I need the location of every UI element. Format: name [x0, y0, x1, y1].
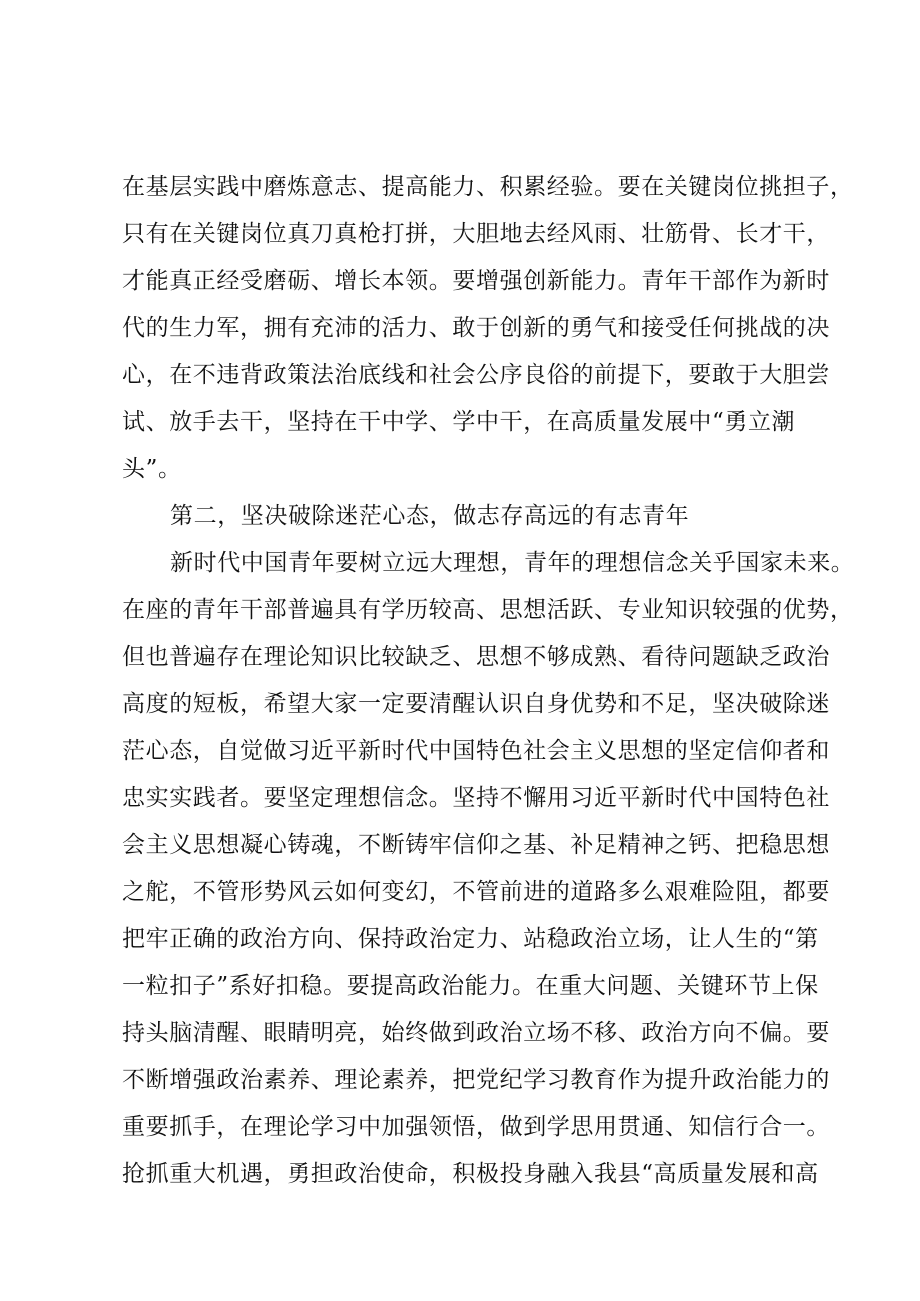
paragraph-2-line: 忠实实践者。要坚定理想信念。坚持不懈用习近平新时代中国特色社: [122, 785, 830, 811]
paragraph-2-line: 但也普遍存在理论知识比较缺乏、思想不够成熟、看待问题缺乏政治: [122, 644, 830, 670]
paragraph-1-line: 心，在不违背政策法治底线和社会公序良俗的前提下，要敢于大胆尝: [122, 362, 830, 388]
paragraph-1: [122, 164, 854, 493]
paragraph-1-line: 头”。: [122, 456, 182, 482]
paragraph-2-line: 不断增强政治素养、理论素养，把党纪学习教育作为提升政治能力的: [122, 1067, 830, 1093]
paragraph-1-line: 只有在关键岗位真刀真枪打拼，大胆地去经风雨、壮筋骨、长才干，: [122, 221, 830, 247]
paragraph-1-line: 代的生力军，拥有充沛的活力、敢于创新的勇气和接受任何挑战的决: [122, 315, 830, 341]
paragraph-2-line: 把牢正确的政治方向、保持政治定力、站稳政治立场，让人生的“第: [122, 926, 819, 952]
paragraph-2-line: 之舵，不管形势风云如何变幻，不管前进的道路多么艰难险阻，都要: [122, 879, 830, 905]
document-body: [122, 164, 855, 1198]
paragraph-2-line: 会主义思想凝心铸魂，不断铸牢信仰之基、补足精神之钙、把稳思想: [122, 832, 830, 858]
paragraph-2-line: 一粒扣子”系好扣稳。要提高政治能力。在重大问题、关键环节上保: [122, 973, 819, 999]
paragraph-1-line: 试、放手去干，坚持在干中学、学中干，在高质量发展中“勇立潮: [122, 409, 796, 435]
section-heading: 第二，坚决破除迷茫心态，做志存高远的有志青年: [170, 503, 690, 529]
paragraph-2-line: 在座的青年干部普遍具有学历较高、思想活跃、专业知识较强的优势，: [122, 597, 854, 623]
paragraph-2-line: 茫心态，自觉做习近平新时代中国特色社会主义思想的坚定信仰者和: [122, 738, 830, 764]
paragraph-1-line: 才能真正经受磨砺、增长本领。要增强创新能力。青年干部作为新时: [122, 268, 830, 294]
paragraph-2: [122, 540, 855, 1198]
paragraph-2-line: 抢抓重大机遇，勇担政治使命，积极投身融入我县“高质量发展和高: [122, 1161, 819, 1187]
paragraph-2-line: 新时代中国青年要树立远大理想，青年的理想信念关乎国家未来。: [170, 550, 855, 576]
paragraph-2-line: 持头脑清醒、眼睛明亮，始终做到政治立场不移、政治方向不偏。要: [122, 1020, 830, 1046]
paragraph-1-line: 在基层实践中磨炼意志、提高能力、积累经验。要在关键岗位挑担子，: [122, 174, 854, 200]
paragraph-2-line: 高度的短板，希望大家一定要清醒认识自身优势和不足，坚决破除迷: [122, 691, 830, 717]
paragraph-2-line: 重要抓手，在理论学习中加强领悟，做到学思用贯通、知信行合一。: [122, 1114, 830, 1140]
